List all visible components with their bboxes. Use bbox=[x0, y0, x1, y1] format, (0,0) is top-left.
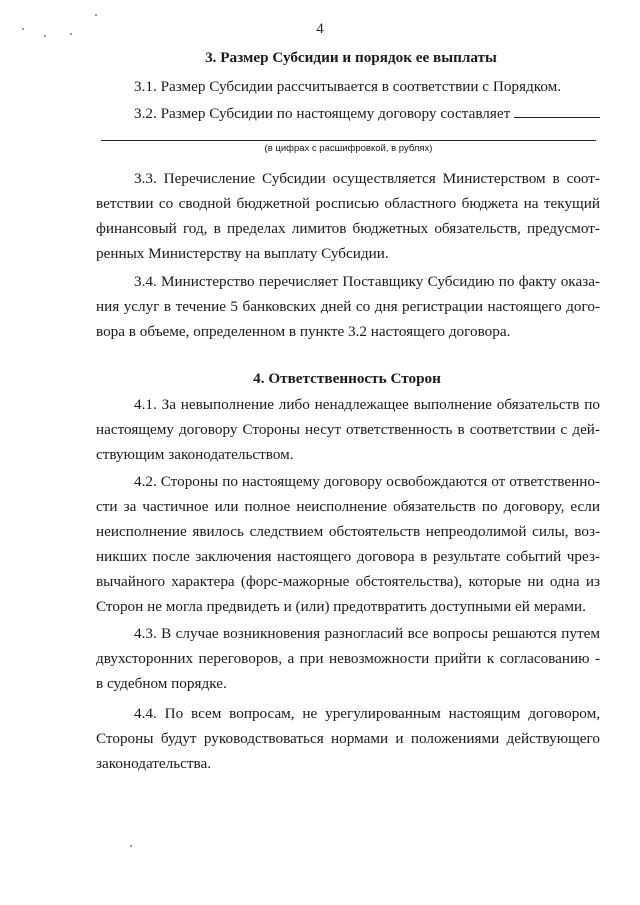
page-number: 4 bbox=[316, 21, 324, 37]
scan-speck bbox=[22, 28, 24, 30]
section-3-heading: 3. Размер Субсидии и порядок ее выплаты bbox=[205, 49, 497, 66]
paragraph-line: ния услуг в течение 5 банковских дней со дня регистрации настоящего дого- bbox=[96, 298, 600, 315]
paragraph-line: неисполнение явилось следствием обстоятельств непреодолимой силы, воз- bbox=[96, 523, 600, 540]
scan-speck bbox=[130, 845, 132, 847]
amount-fill-line bbox=[101, 140, 596, 141]
paragraph-line: 4.3. В случае возникновения разногласий все вопросы решаются путем bbox=[134, 625, 600, 642]
paragraph-line: Стороны будут руководствоваться нормами и положениями действующего bbox=[96, 730, 600, 747]
paragraph-line: Сторон не могла предвидеть и (или) предотвратить доступными ей мерами. bbox=[96, 598, 586, 615]
paragraph-3-2-text: 3.2. Размер Субсидии по настоящему договору составляет bbox=[134, 105, 511, 122]
paragraph-line: финансовый год, в пределах лимитов бюджетных обязательств, предусмот- bbox=[96, 220, 600, 237]
paragraph-line: 4.1. За невыполнение либо ненадлежащее выполнение обязательств по bbox=[134, 396, 600, 413]
paragraph-line: двухсторонних переговоров, а при невозможности прийти к согласованию - bbox=[96, 650, 600, 667]
paragraph-line: 3.4. Министерство перечисляет Поставщику Субсидию по факту оказа- bbox=[134, 273, 600, 290]
section-4-heading: 4. Ответственность Сторон bbox=[253, 370, 441, 387]
scan-speck bbox=[95, 14, 97, 16]
paragraph-line: ствующим законодательством. bbox=[96, 446, 294, 463]
paragraph-line: настоящему договору Стороны несут ответственность в соответствии с дей- bbox=[96, 421, 600, 438]
paragraph-line: 4.4. По всем вопросам, не урегулированным настоящим договором, bbox=[134, 705, 600, 722]
amount-caption: (в цифрах с расшифровкой, в рублях) bbox=[264, 143, 433, 154]
paragraph-line: сти за частичное или полное неисполнение обязательств по договору, если bbox=[96, 498, 600, 515]
paragraph-line: вора в объеме, определенном в пункте 3.2 настоящего договора. bbox=[96, 323, 511, 340]
paragraph-line: 4.2. Стороны по настоящему договору освобождаются от ответственно- bbox=[134, 473, 600, 490]
paragraph-line: вычайного характера (форс-мажорные обстоятельства), которые ни одна из bbox=[96, 573, 600, 590]
paragraph-3-2 bbox=[134, 105, 600, 123]
paragraph-line: законодательства. bbox=[96, 755, 212, 772]
paragraph-line: в судебном порядке. bbox=[96, 675, 227, 692]
paragraph-line: ветствии со сводной бюджетной росписью областного бюджета на текущий bbox=[96, 195, 600, 212]
scan-speck bbox=[70, 33, 72, 35]
paragraph-3-1: 3.1. Размер Субсидии рассчитывается в соответствии с Порядком. bbox=[134, 78, 562, 95]
paragraph-line: ренных Министерству на выплату Субсидии. bbox=[96, 245, 389, 262]
paragraph-line: никших после заключения настоящего договора в результате событий чрез- bbox=[96, 548, 600, 565]
paragraph-line: 3.3. Перечисление Субсидии осуществляется Министерством в соот- bbox=[134, 170, 600, 187]
scan-speck bbox=[44, 35, 46, 37]
amount-blank-line bbox=[514, 105, 600, 118]
